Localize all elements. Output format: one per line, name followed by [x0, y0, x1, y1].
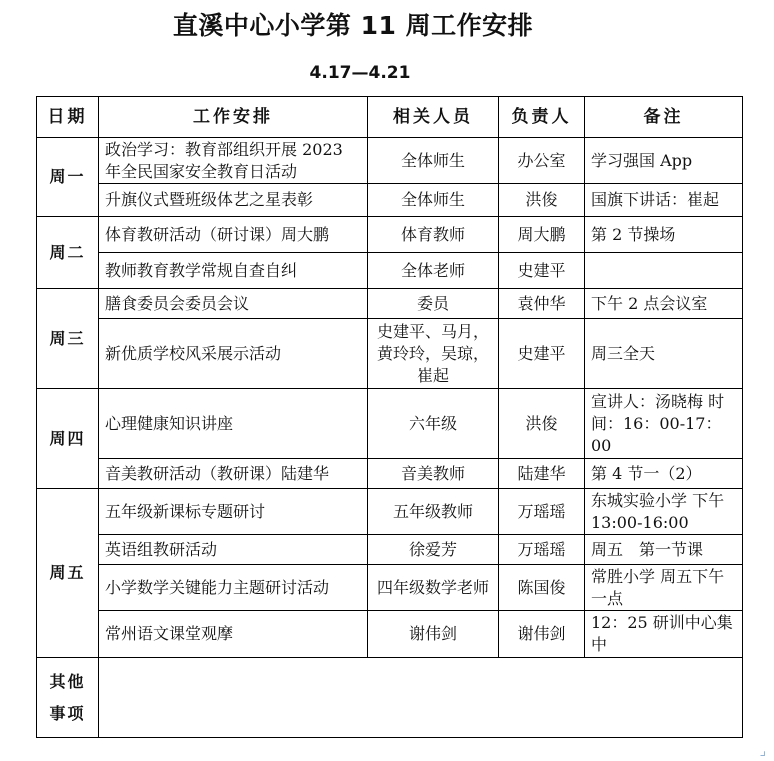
people-cell: 六年级	[368, 389, 499, 459]
table-row	[37, 217, 743, 253]
column-header-owner: 负责人	[499, 97, 585, 138]
note-cell: 周五 第一节课	[585, 535, 743, 565]
table-row	[37, 253, 743, 289]
page-title: 直溪中心小学第 11 周工作安排	[172, 11, 534, 40]
note-cell: 东城实验小学 下午 13:00-16:00	[585, 489, 743, 535]
people-cell: 史建平、马月，黄玲玲，吴琼，崔起	[368, 319, 499, 389]
table-row	[37, 289, 743, 319]
owner-cell: 谢伟剑	[499, 611, 585, 658]
column-header-date: 日期	[37, 97, 99, 138]
other-label-line2: 事项	[49, 703, 86, 723]
owner-cell: 史建平	[499, 319, 585, 389]
other-row	[37, 658, 743, 738]
date-range: 4.17—4.21	[309, 63, 411, 83]
task-cell: 政治学习：教育部组织开展 2023 年全民国家安全教育日活动	[99, 138, 368, 184]
people-cell: 全体师生	[368, 138, 499, 184]
table-row	[37, 535, 743, 565]
task-cell: 心理健康知识讲座	[99, 389, 368, 459]
table-row	[37, 565, 743, 611]
people-cell: 体育教师	[368, 217, 499, 253]
task-cell: 小学数学关键能力主题研讨活动	[99, 565, 368, 611]
day-cell-friday: 周五	[37, 489, 99, 658]
header-row	[37, 97, 743, 138]
column-header-note: 备注	[585, 97, 743, 138]
people-cell: 委员	[368, 289, 499, 319]
owner-cell: 袁仲华	[499, 289, 585, 319]
task-cell: 常州语文课堂观摩	[99, 611, 368, 658]
people-cell: 全体老师	[368, 253, 499, 289]
note-cell: 常胜小学 周五下午一点	[585, 565, 743, 611]
people-cell: 谢伟剑	[368, 611, 499, 658]
resize-grip-icon: ⌟	[759, 743, 766, 759]
note-cell: 学习强国 App	[585, 138, 743, 184]
day-cell-monday: 周一	[37, 138, 99, 217]
table-row	[37, 184, 743, 217]
task-cell: 新优质学校风采展示活动	[99, 319, 368, 389]
note-cell: 国旗下讲话：崔起	[585, 184, 743, 217]
day-cell-tuesday: 周二	[37, 217, 99, 289]
table-row	[37, 389, 743, 459]
table-row	[37, 138, 743, 184]
table-row	[37, 489, 743, 535]
owner-cell: 办公室	[499, 138, 585, 184]
owner-cell: 周大鹏	[499, 217, 585, 253]
task-cell: 英语组教研活动	[99, 535, 368, 565]
task-cell: 音美教研活动（教研课）陆建华	[99, 459, 368, 489]
table-row	[37, 459, 743, 489]
day-cell-thursday: 周四	[37, 389, 99, 489]
schedule-table	[36, 96, 743, 738]
other-label-cell	[37, 658, 99, 738]
task-cell: 升旗仪式暨班级体艺之星表彰	[99, 184, 368, 217]
table-row	[37, 319, 743, 389]
owner-cell: 陈国俊	[499, 565, 585, 611]
people-cell: 全体师生	[368, 184, 499, 217]
owner-cell: 史建平	[499, 253, 585, 289]
note-cell: 周三全天	[585, 319, 743, 389]
people-cell: 四年级数学老师	[368, 565, 499, 611]
task-cell: 膳食委员会委员会议	[99, 289, 368, 319]
note-cell: 12：25 研训中心集中	[585, 611, 743, 658]
owner-cell: 洪俊	[499, 389, 585, 459]
task-cell: 教师教育教学常规自查自纠	[99, 253, 368, 289]
people-cell: 徐爱芳	[368, 535, 499, 565]
note-cell: 宣讲人：汤晓梅 时间：16：00-17：00	[585, 389, 743, 459]
task-cell: 体育教研活动（研讨课）周大鹏	[99, 217, 368, 253]
task-cell: 五年级新课标专题研讨	[99, 489, 368, 535]
day-cell-wednesday: 周三	[37, 289, 99, 389]
note-cell: 第 4 节一（2）	[585, 459, 743, 489]
note-cell	[585, 253, 743, 289]
owner-cell: 万瑶瑶	[499, 535, 585, 565]
column-header-task: 工作安排	[99, 97, 368, 138]
owner-cell: 陆建华	[499, 459, 585, 489]
people-cell: 音美教师	[368, 459, 499, 489]
column-header-people: 相关人员	[368, 97, 499, 138]
note-cell: 下午 2 点会议室	[585, 289, 743, 319]
note-cell: 第 2 节操场	[585, 217, 743, 253]
table-row	[37, 611, 743, 658]
owner-cell: 洪俊	[499, 184, 585, 217]
other-content-cell	[99, 658, 743, 738]
people-cell: 五年级教师	[368, 489, 499, 535]
owner-cell: 万瑶瑶	[499, 489, 585, 535]
other-label-line1: 其他	[49, 671, 86, 691]
